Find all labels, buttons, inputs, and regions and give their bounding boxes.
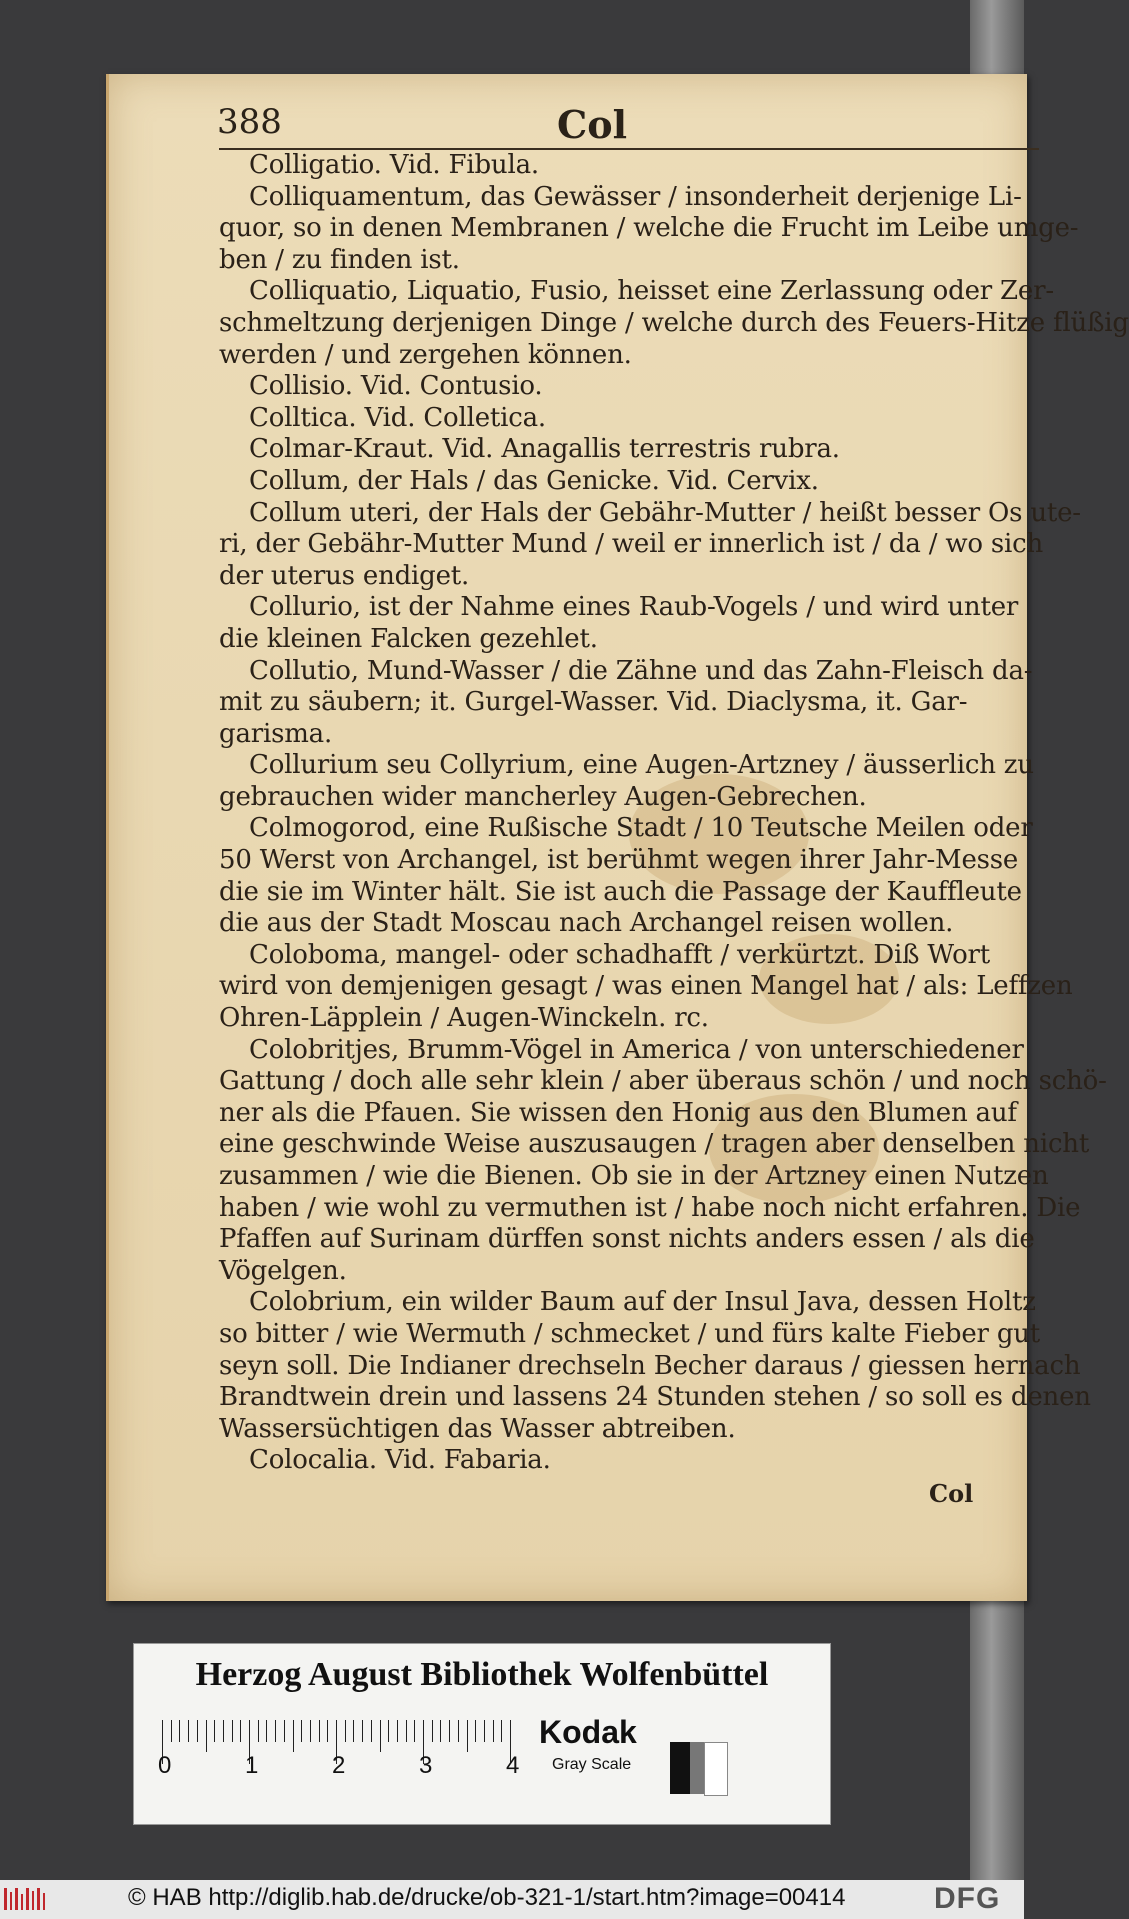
ruler-tick xyxy=(197,1720,198,1742)
ruler-tick xyxy=(397,1720,398,1742)
ruler-tick xyxy=(188,1720,189,1742)
color-calibration-card xyxy=(133,1643,831,1825)
text-line: ri, der Gebähr-Mutter Mund / weil er innerlich ist / da / wo sich xyxy=(219,529,1044,560)
text-line: ner als die Pfauen. Sie wissen den Honig aus den Blumen auf xyxy=(219,1097,1017,1128)
ruler-label: 0 xyxy=(158,1752,172,1779)
ruler-tick xyxy=(293,1720,294,1752)
text-line: Colmar-Kraut. Vid. Anagallis terrestris rubra. xyxy=(249,434,840,465)
text-line: 50 Werst von Archangel, ist berühmt wegen ihrer Jahr-Messe xyxy=(219,845,1019,876)
text-line: wird von demjenigen gesagt / was einen Mangel hat / als: Leffzen xyxy=(219,971,1073,1002)
ruler-tick xyxy=(301,1720,302,1742)
ruler-tick xyxy=(388,1720,389,1742)
text-line: Gattung / doch alle sehr klein / aber überaus schön / und noch schö- xyxy=(219,1066,1107,1097)
ruler-tick xyxy=(353,1720,354,1742)
source-url: © HAB http://diglib.hab.de/drucke/ob-321-1/start.htm?image=00414 xyxy=(128,1884,846,1911)
ruler-label: 1 xyxy=(245,1752,259,1779)
ruler-tick xyxy=(406,1720,407,1742)
text-line: die kleinen Falcken gezehlet. xyxy=(219,623,598,654)
ruler-tick xyxy=(284,1720,285,1742)
page-text xyxy=(219,150,1129,1477)
ruler-tick xyxy=(458,1720,459,1742)
text-line: garisma. xyxy=(219,718,333,749)
text-line: Collum, der Hals / das Genicke. Vid. Cervix. xyxy=(249,465,819,496)
text-line: Collum uteri, der Hals der Gebähr-Mutter / heißt besser Os ute- xyxy=(249,497,1081,528)
gray-swatch-white xyxy=(704,1742,728,1796)
dfg-logo: DFG xyxy=(934,1882,1001,1915)
text-line: Collurio, ist der Nahme eines Raub-Vogels / und wird unter xyxy=(249,592,1019,623)
ruler-tick xyxy=(310,1720,311,1742)
text-line: werden / und zergehen können. xyxy=(219,339,632,370)
text-line: Collutio, Mund-Wasser / die Zähne und das Zahn-Fleisch da- xyxy=(249,655,1033,686)
text-line: mit zu säubern; it. Gurgel-Wasser. Vid. Diaclysma, it. Gar- xyxy=(219,687,968,718)
text-line: der uterus endiget. xyxy=(219,560,470,591)
ruler-tick xyxy=(206,1720,207,1752)
ruler-tick xyxy=(258,1720,259,1742)
ruler-tick xyxy=(475,1720,476,1742)
text-line: haben / wie wohl zu vermuthen ist / habe noch nicht erfahren. Die xyxy=(219,1192,1081,1223)
text-line: schmeltzung derjenigen Dinge / welche durch des Feuers-Hitze flüßig xyxy=(219,307,1129,338)
ruler-tick xyxy=(371,1720,372,1742)
text-line: Colligatio. Vid. Fibula. xyxy=(249,150,539,180)
ruler-tick xyxy=(440,1720,441,1742)
ruler-tick xyxy=(240,1720,241,1742)
ruler-label: 3 xyxy=(419,1752,433,1779)
ruler-tick xyxy=(362,1720,363,1742)
page-header xyxy=(217,102,1037,146)
ruler-tick xyxy=(232,1720,233,1742)
gray-swatch-mid xyxy=(690,1742,704,1794)
text-line: Colliquamentum, das Gewässer / insonderheit derjenige Li- xyxy=(249,181,1022,212)
text-line: quor, so in denen Membranen / welche die Frucht im Leibe umge- xyxy=(219,213,1079,244)
ruler-tick xyxy=(501,1720,502,1742)
text-line: gebrauchen wider mancherley Augen-Gebrechen. xyxy=(219,781,867,812)
ruler-tick xyxy=(484,1720,485,1742)
ruler-label: 4 xyxy=(506,1752,520,1779)
text-line: Collisio. Vid. Contusio. xyxy=(249,371,543,402)
text-line: Colmogorod, eine Rußische Stadt / 10 Teutsche Meilen oder xyxy=(249,813,1033,844)
text-line: Colliquatio, Liquatio, Fusio, heisset eine Zerlassung oder Zer- xyxy=(249,276,1054,307)
catchword: Col xyxy=(929,1479,974,1508)
text-line: Ohren-Läpplein / Augen-Winckeln. rc. xyxy=(219,1003,709,1034)
ruler-tick xyxy=(319,1720,320,1742)
ruler-tick xyxy=(380,1720,381,1752)
text-line: so bitter / wie Wermuth / schmecket / und fürs kalte Fieber gut xyxy=(219,1318,1041,1349)
page-number: 388 xyxy=(217,102,282,142)
text-line: seyn soll. Die Indianer drechseln Becher daraus / giessen hernach xyxy=(219,1350,1081,1381)
text-line: Vögelgen. xyxy=(219,1255,347,1286)
ruler-tick xyxy=(467,1720,468,1752)
hab-barcode-icon xyxy=(4,1886,48,1912)
text-line: Colobrium, ein wilder Baum auf der Insul Java, dessen Holtz xyxy=(249,1287,1036,1318)
text-line: die aus der Stadt Moscau nach Archangel reisen wollen. xyxy=(219,908,954,939)
ruler-tick xyxy=(414,1720,415,1742)
ruler-tick xyxy=(223,1720,224,1742)
ruler-label: 2 xyxy=(332,1752,346,1779)
text-line: die sie im Winter hält. Sie ist auch die Passage der Kauffleute xyxy=(219,876,1022,907)
ruler-tick xyxy=(179,1720,180,1742)
footer-bar xyxy=(0,1880,1024,1919)
running-head: Col xyxy=(557,102,628,147)
text-line: Coloboma, mangel- oder schadhafft / verkürtzt. Diß Wort xyxy=(249,939,991,970)
text-line: Pfaffen auf Surinam dürffen sonst nichts anders essen / als die xyxy=(219,1224,1035,1255)
gray-swatch-black xyxy=(670,1742,690,1794)
ruler-tick xyxy=(275,1720,276,1742)
text-line: Colobritjes, Brumm-Vögel in America / von unterschiedener xyxy=(249,1034,1024,1065)
text-line: Collurium seu Collyrium, eine Augen-Artzney / äusserlich zu xyxy=(249,750,1034,781)
text-line: Colocalia. Vid. Fabaria. xyxy=(249,1445,551,1476)
ruler-tick xyxy=(266,1720,267,1742)
library-name: Herzog August Bibliothek Wolfenbüttel xyxy=(195,1656,769,1693)
book-page xyxy=(106,74,1129,1601)
ruler-tick xyxy=(432,1720,433,1742)
text-line: ben / zu finden ist. xyxy=(219,244,460,275)
text-line: zusammen / wie die Bienen. Ob sie in der Artzney einen Nutzen xyxy=(219,1161,1049,1191)
ruler-tick xyxy=(449,1720,450,1742)
ruler-tick xyxy=(214,1720,215,1742)
text-line: Brandtwein drein und lassens 24 Stunden stehen / so soll es denen xyxy=(219,1382,1091,1413)
ruler-tick xyxy=(345,1720,346,1742)
ruler-tick xyxy=(493,1720,494,1742)
gray-scale-label: Gray Scale xyxy=(552,1756,632,1773)
ruler-tick xyxy=(327,1720,328,1742)
kodak-logo: Kodak xyxy=(539,1714,637,1750)
ruler-tick xyxy=(171,1720,172,1742)
text-line: Wassersüchtigen das Wasser abtreiben. xyxy=(219,1413,736,1444)
text-line: eine geschwinde Weise auszusaugen / tragen aber denselben nicht xyxy=(219,1129,1090,1160)
text-line: Colltica. Vid. Colletica. xyxy=(249,402,546,433)
